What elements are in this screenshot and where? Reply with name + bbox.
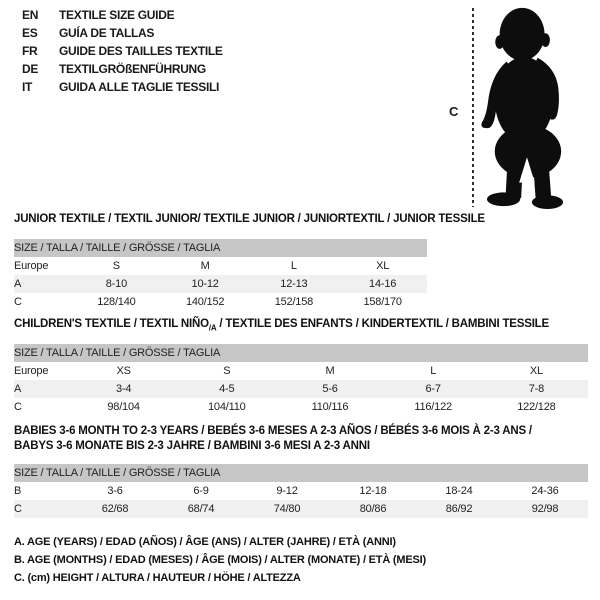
size-header-row [14, 239, 427, 257]
size-value-cell: 158/170 [363, 296, 402, 308]
children-title-text-before: CHILDREN'S TEXTILE / TEXTIL NIÑO [14, 318, 209, 330]
column-header-row [14, 257, 427, 275]
size-value-cell: 68/74 [158, 500, 244, 518]
legend-note-line: A. AGE (YEARS) / EDAD (AÑOS) / ÂGE (ANS) / ALTER (JAHRE) / ETÀ (ANNI) [14, 536, 396, 548]
children-table-title [14, 317, 549, 335]
language-code: FR [22, 44, 38, 58]
size-column-label: S [112, 260, 120, 272]
row-label: C [14, 401, 22, 413]
language-title: TEXTILGRÖßENFÜHRUNG [59, 62, 206, 76]
table-row [14, 275, 427, 293]
column-header-row [14, 362, 588, 380]
size-value-cell: 12-18 [359, 485, 387, 497]
table-row [14, 500, 588, 518]
babies-size-table [14, 464, 588, 518]
size-value-cell: 140/152 [185, 296, 225, 308]
language-code: EN [22, 8, 39, 22]
babies-table-title [14, 424, 574, 454]
row-label: A [14, 380, 72, 398]
language-title: TEXTILE SIZE GUIDE [59, 8, 175, 22]
size-value-cell: 74/80 [244, 500, 330, 518]
size-column-label: M [325, 365, 335, 377]
size-column-label: L [430, 365, 437, 377]
size-value-cell: 86/92 [416, 500, 502, 518]
language-item [22, 42, 223, 60]
size-header-label: SIZE / TALLA / TAILLE / GRÖSSE / TAGLIA [14, 344, 588, 362]
size-value-cell: 14-16 [338, 275, 427, 293]
size-value-cell: 8-10 [72, 275, 161, 293]
size-header-label: SIZE / TALLA / TAILLE / GRÖSSE / TAGLIA [14, 464, 588, 482]
size-column-label: XL [529, 365, 543, 377]
region-column-label: Europe [14, 260, 49, 272]
size-value-cell: 128/140 [97, 296, 136, 308]
size-value-cell: 62/68 [72, 500, 158, 518]
size-column-label: L [290, 260, 297, 272]
babies-title-line2: BABYS 3-6 MONATE BIS 2-3 JAHRE / BAMBINI 3-6 MESI A 2-3 ANNI [14, 440, 370, 452]
table-row [14, 380, 588, 398]
size-value-cell: 5-6 [278, 380, 381, 398]
junior-title-text: JUNIOR TEXTILE / TEXTIL JUNIOR/ TEXTILE JUNIOR / JUNIORTEXTIL / JUNIOR TESSILE [14, 213, 485, 225]
size-column-label: XL [376, 260, 390, 272]
language-code: DE [22, 62, 39, 76]
size-value-cell: 10-12 [161, 275, 250, 293]
size-value-cell: 7-8 [485, 380, 588, 398]
legend-note-line: B. AGE (MONTHS) / EDAD (MESES) / ÂGE (MOIS) / ALTER (MONATE) / ETÀ (MESI) [14, 554, 426, 566]
size-column-label: M [200, 260, 210, 272]
size-column-label: XS [116, 365, 131, 377]
row-label: B [14, 485, 22, 497]
legend-note-line: C. (cm) HEIGHT / ALTURA / HAUTEUR / HÖHE / ALTEZZA [14, 572, 301, 584]
children-title-sub: /A [208, 323, 217, 333]
language-item [22, 60, 223, 78]
region-column-label: Europe [14, 365, 49, 377]
size-value-cell: 3-6 [107, 485, 123, 497]
language-title: GUÍA DE TALLAS [59, 26, 155, 40]
size-column-label: S [223, 365, 231, 377]
junior-size-table [14, 239, 427, 311]
size-value-cell: 9-12 [276, 485, 298, 497]
size-value-cell: 80/86 [330, 500, 416, 518]
size-value-cell: 98/104 [107, 401, 140, 413]
size-value-cell: 110/116 [311, 401, 349, 413]
size-value-cell: 24-36 [531, 485, 559, 497]
language-list [22, 6, 223, 96]
size-value-cell: 6-9 [193, 485, 209, 497]
size-value-cell: 122/128 [517, 401, 556, 413]
size-value-cell: 18-24 [445, 485, 473, 497]
table-row [14, 398, 588, 416]
height-dashed-line [472, 8, 474, 207]
children-title-text-after: / TEXTILE DES ENFANTS / KINDERTEXTIL / BAMBINI TESSILE [216, 318, 549, 330]
height-marker-label: C [449, 104, 459, 119]
junior-table-title [14, 212, 485, 227]
language-item [22, 6, 223, 24]
size-header-row [14, 464, 588, 482]
size-value-cell: 104/110 [208, 401, 246, 413]
table-row [14, 293, 427, 311]
language-item [22, 78, 223, 96]
language-title: GUIDA ALLE TAGLIE TESSILI [59, 80, 220, 94]
row-label: A [14, 275, 72, 293]
size-value-cell: 6-7 [382, 380, 485, 398]
language-item [22, 24, 223, 42]
size-value-cell: 3-4 [72, 380, 175, 398]
row-label: C [14, 500, 72, 518]
size-value-cell: 4-5 [175, 380, 278, 398]
size-value-cell: 116/122 [414, 401, 452, 413]
language-title: GUIDE DES TAILLES TEXTILE [59, 44, 223, 58]
size-value-cell: 92/98 [502, 500, 588, 518]
language-code: ES [22, 26, 38, 40]
size-header-label: SIZE / TALLA / TAILLE / GRÖSSE / TAGLIA [14, 239, 427, 257]
size-value-cell: 12-13 [250, 275, 339, 293]
toddler-silhouette-icon [476, 5, 576, 210]
language-code: IT [22, 80, 33, 94]
table-row [14, 482, 588, 500]
children-size-table [14, 344, 588, 416]
babies-title-line1: BABIES 3-6 MONTH TO 2-3 YEARS / BEBÉS 3-6 MESES A 2-3 AÑOS / BÉBÉS 3-6 MOIS À 2-3 ANS / [14, 425, 532, 437]
legend-notes [14, 533, 426, 587]
row-label: C [14, 296, 22, 308]
size-header-row [14, 344, 588, 362]
size-value-cell: 152/158 [274, 296, 314, 308]
